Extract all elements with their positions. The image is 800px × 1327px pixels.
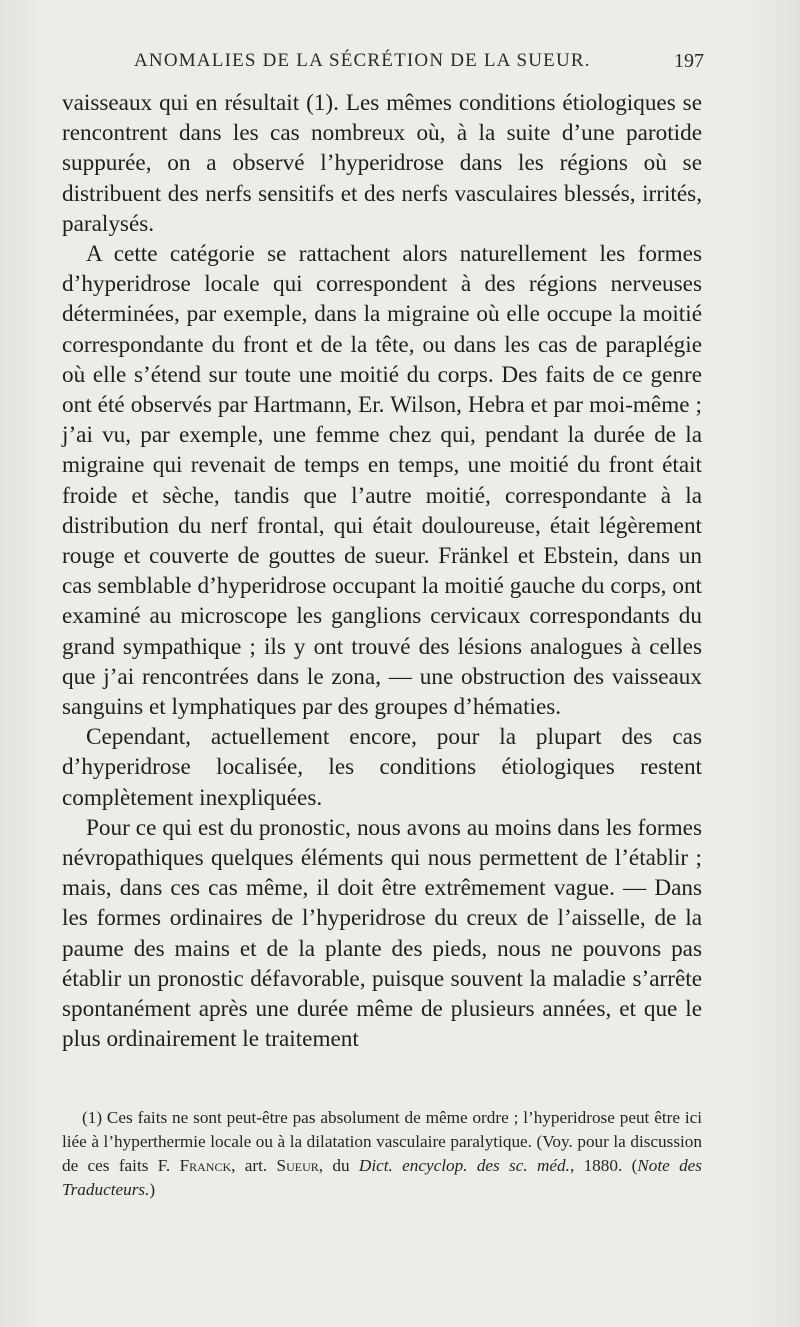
paragraph-cependant: Cependant, actuellement encore, pour la plupart des cas d’hyperidrose localisée, les conditions étiologiques restent complètement inexpliquées. bbox=[62, 724, 702, 811]
footnote-text-b: , art. bbox=[231, 1156, 268, 1175]
footnote-marker: (1) bbox=[82, 1108, 103, 1127]
footnote-article: Sueur bbox=[276, 1156, 319, 1175]
footnote-note: Note des Traducteurs. bbox=[62, 1156, 702, 1199]
running-title: ANOMALIES DE LA SÉCRÉTION DE LA SUEUR. bbox=[134, 50, 591, 71]
footnote-journal: Dict. encyclop. des sc. méd. bbox=[358, 1156, 570, 1175]
paragraph-continued: vaisseaux qui en résultait (1). Les mêmes conditions étiologiques se rencontrent dans les cas nombreux où, à la suite d’une parotide suppurée, on a observé l’hyperidrose dans les régions où se distribuent des nerfs sensitifs et des nerfs vasculaires blessés, irrités, paralysés. bbox=[62, 90, 702, 237]
footnote-text-c: , du bbox=[318, 1156, 350, 1175]
footnote-text-d: , 1880. ( bbox=[569, 1156, 638, 1175]
footnote-text bbox=[62, 1106, 702, 1202]
footnote-author: Franck bbox=[179, 1156, 232, 1175]
paragraph-pronostic: Pour ce qui est du pronostic, nous avons au moins dans les formes névropathiques quelques éléments qui nous permettent de l’établir ; mais, dans ces cas même, il doit être extrêmement vague. — Dans les formes ordinaires de l’hyperidrose du creux de l’aisselle, de la paume des mains et de la plante des pieds, nous ne pouvons pas établir un pronostic défavorable, puisque souvent la maladie s’arrête spontanément après une durée même de plusieurs années, et que le plus ordinairement le traitement bbox=[62, 814, 702, 1053]
paragraph-categorie: A cette catégorie se rattachent alors naturellement les formes d’hyperidrose locale qui correspondent à des régions nerveuses déterminées, par exemple, dans la migraine où elle occupe la moitié correspondante du front et de la tête, ou dans les cas de paraplégie où elle s’étend sur toute une moitié du corps. Des faits de ce genre ont été observés par Hartmann, Er. Wilson, Hebra et par moi-même ; j’ai vu, par exemple, une femme chez qui, pendant la durée de la migraine qui revenait de temps en temps, une moitié du front était froide et sèche, tandis que l’autre moitié, correspondante à la distribution du nerf frontal, qui était douloureuse, était légèrement rouge et couverte de gouttes de sueur. Fränkel et Ebstein, dans un cas semblable d’hyperidrose occupant la moitié gauche du corps, ont examiné au microscope les ganglions cervicaux correspondants du grand sympathique ; ils y ont trouvé des lésions analogues à celles que j’ai rencontrées dans le zona, — une obstruction des vaisseaux sanguins et lymphatiques par des groupes d’hématies. bbox=[62, 241, 702, 721]
page-number: 197 bbox=[674, 50, 704, 72]
footnote-text-e: ) bbox=[149, 1180, 156, 1199]
footnote bbox=[62, 1106, 702, 1202]
main-text bbox=[62, 88, 702, 1055]
running-header bbox=[62, 50, 704, 80]
footnote-text-a: Ces faits ne sont peut-être pas absolument de même ordre ; l’hyperidrose peut être ici liée à l’hyperthermie locale ou à la dilatation vasculaire paralytique. (Voy. pour la discussion de ces faits F. bbox=[62, 1108, 703, 1175]
